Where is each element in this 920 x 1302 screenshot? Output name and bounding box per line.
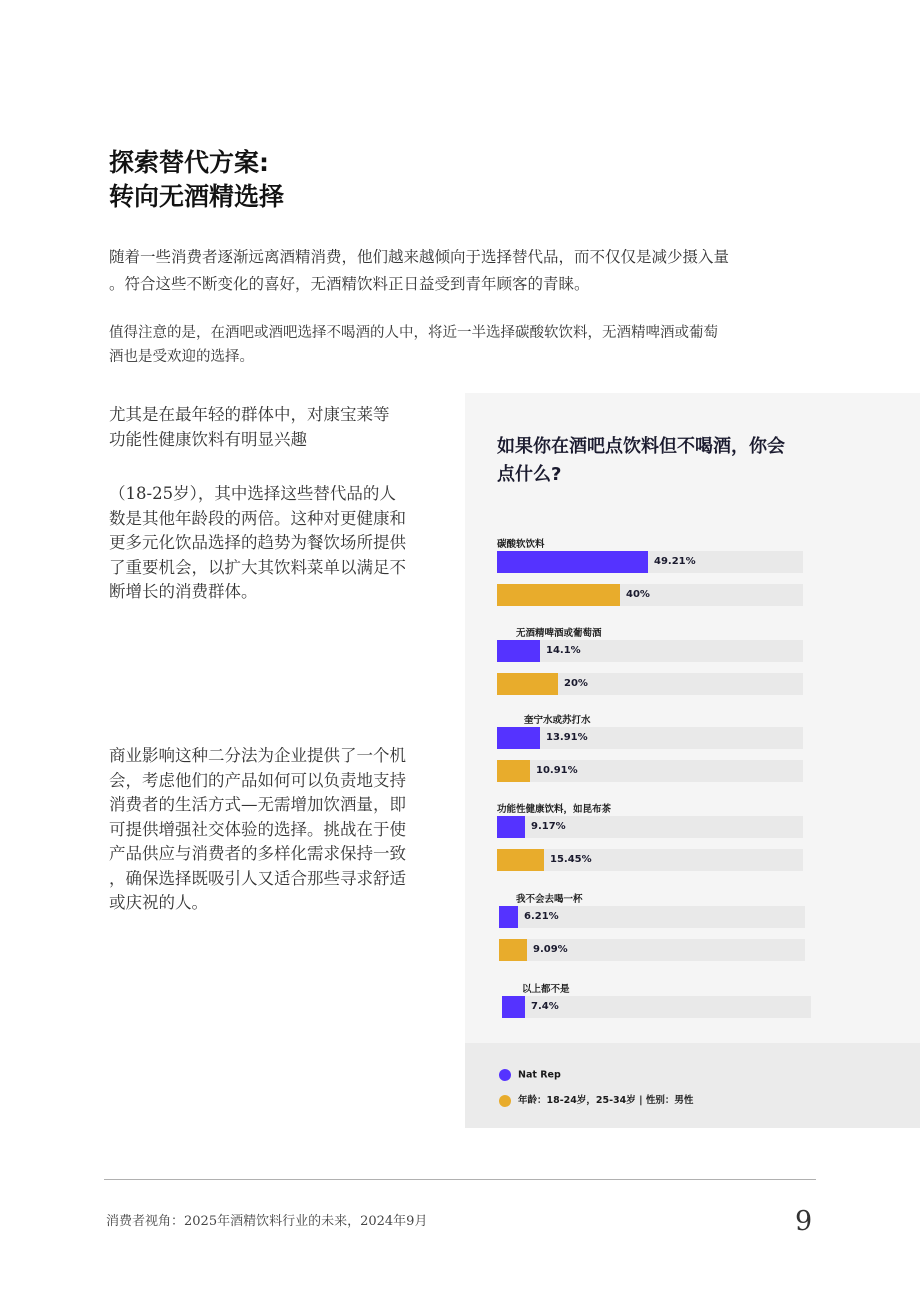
bar xyxy=(497,584,620,606)
text-line: 消费者的生活方式—无需增加饮酒量，即 xyxy=(109,795,406,814)
text-line: 可提供增强社交体验的选择。挑战在于使 xyxy=(109,819,406,839)
bar-value-label: 14.1% xyxy=(546,645,581,656)
left-paragraph-3 xyxy=(109,744,406,916)
page-title xyxy=(109,146,609,214)
text-line: 更多元化饮品选择的趋势为餐饮场所提供 xyxy=(109,533,406,552)
left-paragraph-1 xyxy=(109,403,390,452)
bar-track xyxy=(497,640,803,662)
note-line-2: 酒也是受欢迎的选择。 xyxy=(109,349,254,365)
text-line: ，确保选择既吸引人又适合那些寻求舒适 xyxy=(109,868,406,888)
text-line: 功能性健康饮料有明显兴趣 xyxy=(109,429,307,449)
bar-track xyxy=(497,760,803,782)
chart-title xyxy=(497,433,817,489)
chart-title-line-1: 如果你在酒吧点饮料但不喝酒，你会 xyxy=(497,436,785,457)
footer-text: 消费者视角：2025年酒精饮料行业的未来，2024年9月 xyxy=(106,1214,428,1229)
bar-track xyxy=(497,673,803,695)
bar-track xyxy=(497,849,803,871)
text-line: 尤其是在最年轻的群体中，对康宝莱等 xyxy=(109,405,390,424)
legend-swatch xyxy=(499,1069,511,1081)
intro-line-1: 随着一些消费者逐渐远离酒精消费，他们越来越倾向于选择替代品，而不仅仅是减少摄入量 xyxy=(109,248,730,266)
text-line: 或庆祝的人。 xyxy=(109,893,208,912)
bar xyxy=(497,816,525,838)
bar-track xyxy=(497,584,803,606)
legend-panel xyxy=(465,1043,920,1128)
note-paragraph xyxy=(109,321,718,369)
intro-line-2: 。符合这些不断变化的喜好，无酒精饮料正日益受到青年顾客的青睐。 xyxy=(109,275,590,293)
bar xyxy=(497,551,648,573)
legend-swatch xyxy=(499,1095,511,1107)
text-line: 了重要机会，以扩大其饮料菜单以满足不 xyxy=(109,557,406,577)
page-number: 9 xyxy=(795,1206,813,1237)
bar-track xyxy=(497,551,803,573)
bar-value-label: 7.4% xyxy=(531,1001,559,1012)
bar-track xyxy=(499,939,805,961)
bar xyxy=(497,640,540,662)
category-label: 奎宁水或苏打水 xyxy=(524,715,591,726)
bar-value-label: 6.21% xyxy=(524,911,559,922)
text-line: 会，考虑他们的产品如何可以负责地支持 xyxy=(109,770,406,790)
bar-track xyxy=(499,906,805,928)
bar-value-label: 40% xyxy=(626,589,650,600)
text-line: 断增长的消费群体。 xyxy=(109,582,258,601)
text-line: （18-25岁），其中选择这些替代品的人 xyxy=(109,484,396,503)
bar-value-label: 10.91% xyxy=(536,765,578,776)
text-line: 数是其他年龄段的两倍。这种对更健康和 xyxy=(109,508,406,528)
note-line-1: 值得注意的是，在酒吧或酒吧选择不喝酒的人中，将近一半选择碳酸软饮料，无酒精啤酒或葡萄 xyxy=(109,325,718,341)
bar xyxy=(497,673,558,695)
category-label: 以上都不是 xyxy=(522,984,570,995)
text-line: 商业影响这种二分法为企业提供了一个机 xyxy=(109,746,406,765)
chart-title-line-2: 点什么? xyxy=(497,464,562,485)
text-line: 产品供应与消费者的多样化需求保持一致 xyxy=(109,844,406,863)
bar-track xyxy=(502,996,811,1018)
bar-track xyxy=(497,816,803,838)
bar xyxy=(499,939,527,961)
legend-item-nat-rep xyxy=(499,1069,561,1081)
intro-paragraph xyxy=(109,244,729,298)
bar-value-label: 20% xyxy=(564,678,588,689)
legend-label: Nat Rep xyxy=(518,1069,561,1081)
bar-value-label: 13.91% xyxy=(546,732,588,743)
category-label: 碳酸软饮料 xyxy=(497,539,545,550)
bar-value-label: 9.09% xyxy=(533,944,568,955)
bar xyxy=(497,849,544,871)
bar xyxy=(497,760,530,782)
bar-value-label: 49.21% xyxy=(654,556,696,567)
category-label: 功能性健康饮料，如昆布茶 xyxy=(497,804,612,815)
legend-item-young-male xyxy=(499,1092,693,1107)
bar xyxy=(502,996,525,1018)
category-label: 无酒精啤酒或葡萄酒 xyxy=(516,628,602,639)
bar-track xyxy=(497,727,803,749)
left-paragraph-2 xyxy=(109,482,406,605)
category-label: 我不会去喝一杯 xyxy=(516,894,583,905)
title-line-1: 探索替代方案: xyxy=(109,148,269,177)
bar xyxy=(499,906,518,928)
legend-label: 年龄：18-24岁，25-34岁 | 性别：男性 xyxy=(518,1095,694,1106)
bar xyxy=(497,727,540,749)
footer-divider xyxy=(104,1179,816,1180)
bar-value-label: 15.45% xyxy=(550,854,592,865)
bar-value-label: 9.17% xyxy=(531,821,566,832)
title-line-2: 转向无酒精选择 xyxy=(109,182,285,211)
